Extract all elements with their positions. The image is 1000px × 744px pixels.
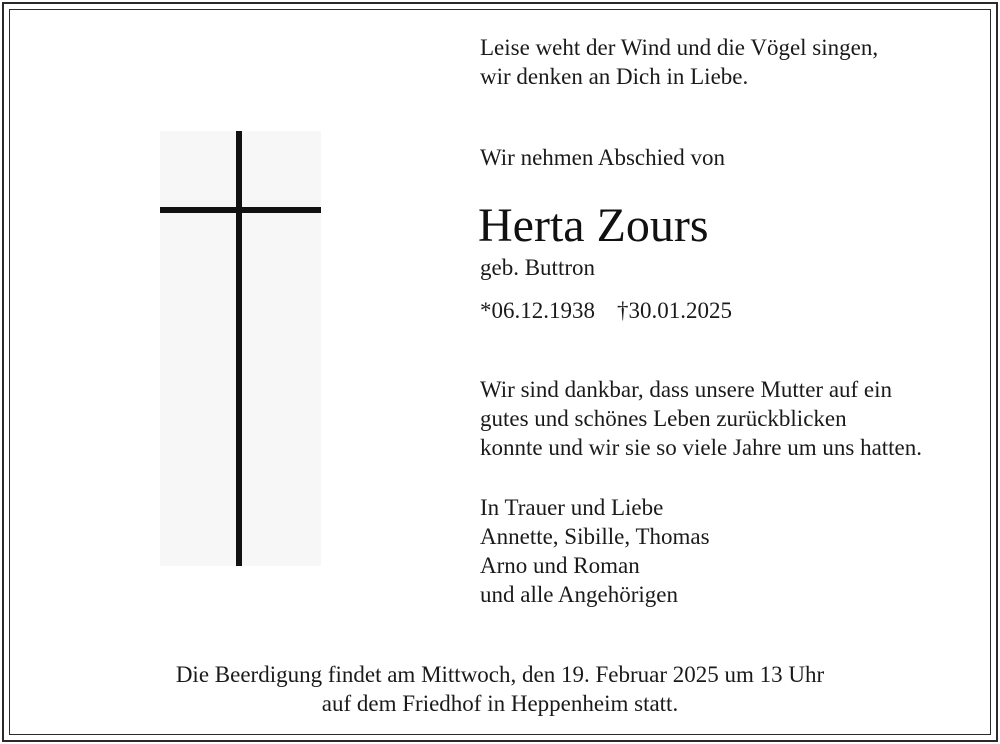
birth-name: geb. Buttron: [480, 255, 595, 280]
inner-border: [9, 9, 991, 735]
message-line: konnte und wir sie so viele Jahre um uns hatten.: [480, 435, 923, 460]
cross-icon-crossbar: [160, 207, 321, 213]
funeral-line: auf dem Friedhof in Heppenheim statt.: [321, 691, 679, 716]
verse: [480, 33, 878, 91]
mourners-line: und alle Angehörigen: [480, 582, 679, 607]
death-date: †30.01.2025: [617, 298, 732, 323]
message-line: gutes und schönes Leben zurückblicken: [480, 406, 847, 431]
funeral-notice: [0, 660, 1000, 718]
birth-date: *06.12.1938: [480, 298, 595, 323]
farewell-intro: Wir nehmen Abschied von: [480, 145, 725, 170]
mourners-line: Arno und Roman: [480, 553, 640, 578]
mourners-line: Annette, Sibille, Thomas: [480, 524, 710, 549]
life-dates: [480, 296, 732, 325]
cross-icon: [236, 131, 242, 566]
mourners-line: In Trauer und Liebe: [480, 495, 664, 520]
deceased-name: Herta Zours: [478, 199, 709, 252]
message-line: Wir sind dankbar, dass unsere Mutter auf ein: [480, 377, 893, 402]
mourners: [480, 493, 710, 609]
gratitude-message: [480, 375, 922, 462]
funeral-line: Die Beerdigung findet am Mittwoch, den 19. Februar 2025 um 13 Uhr: [175, 662, 825, 687]
verse-line: wir denken an Dich in Liebe.: [480, 64, 749, 89]
verse-line: Leise weht der Wind und die Vögel singen,: [480, 35, 879, 60]
